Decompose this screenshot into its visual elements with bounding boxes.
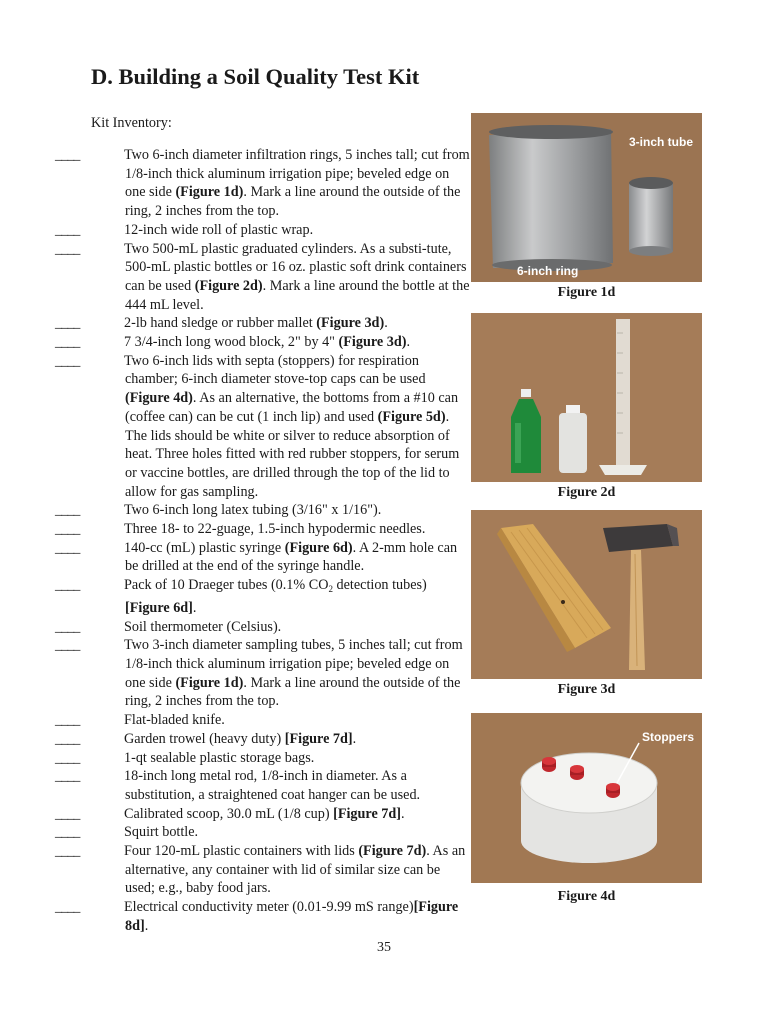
mallet-woodblock-image	[471, 510, 702, 679]
figure-3d-caption: Figure 3d	[557, 682, 616, 697]
inventory-list	[55, 146, 470, 936]
item-text: . The lids should be white or silver to reduce absorption of heat. Three holes fitted with red rubber stoppers, for serum or vaccine bottles, are drilled through the top of the lid to allow for gas sampling.	[125, 408, 460, 500]
figure-4d	[471, 713, 702, 905]
checkbox-blank: ____	[55, 577, 80, 594]
figure-2d	[471, 313, 702, 501]
figure-3d-photo	[471, 510, 702, 679]
checkbox-blank: ____	[55, 749, 80, 766]
item-text: Garden trowel (heavy duty)	[124, 730, 285, 747]
label-3-inch-tube: 3-inch tube	[629, 135, 694, 149]
item-text: .	[401, 805, 405, 822]
item-text: . Mark a line around the outside of the ring, 2 inches from the top.	[125, 674, 461, 710]
figure-1d-caption: Figure 1d	[557, 285, 616, 300]
item-text: . As an alternative, the bottoms from a #10 can (coffee can) can be cut (1 inch lip) and used	[125, 390, 459, 425]
inventory-item	[55, 711, 470, 730]
checkbox-blank: ____	[55, 899, 80, 916]
checkbox-blank: ____	[55, 521, 80, 538]
item-text: 2	[328, 584, 333, 595]
bottles-cylinder-image	[471, 313, 702, 482]
item-text: Two 6-inch diameter infiltration rings, 5 inches tall; cut from 1/8-inch thick aluminum irrigation pipe; beveled edge on one side	[124, 147, 470, 201]
figure-1d-photo	[471, 113, 702, 282]
inventory-item	[55, 749, 470, 768]
checkbox-blank: ____	[55, 352, 80, 369]
inventory-item	[55, 805, 470, 824]
item-text: .	[384, 315, 388, 332]
inventory-item	[55, 333, 470, 352]
checkbox-blank: ____	[55, 334, 80, 351]
item-text: Four 120-mL plastic containers with lids	[124, 843, 359, 860]
checkbox-blank: ____	[55, 824, 80, 841]
inventory-item	[55, 501, 470, 520]
item-text: .	[144, 917, 149, 934]
inventory-item	[55, 898, 470, 935]
figure-2d-photo	[471, 313, 702, 482]
figure-4d-caption: Figure 4d	[557, 889, 616, 904]
checkbox-blank: ____	[55, 618, 80, 635]
checkbox-blank: ____	[55, 637, 80, 654]
figure-2d-caption: Figure 2d	[557, 485, 616, 500]
item-text: Flat-bladed knife.	[124, 712, 225, 729]
checkbox-blank: ____	[55, 768, 80, 785]
inventory-item	[55, 146, 470, 221]
item-text: . As an alternative, any container with lid of similar size can be used; e.g., baby food jars.	[125, 843, 466, 897]
figure-reference: (Figure 4d)	[125, 390, 193, 407]
figure-reference: [Figure 7d]	[333, 805, 402, 822]
inventory-item	[55, 618, 470, 637]
kit-inventory-label: Kit Inventory:	[91, 115, 172, 131]
figure-reference: (Figure 6d)	[284, 539, 353, 556]
checkbox-blank: ____	[55, 315, 80, 332]
figure-reference: (Figure 5d)	[377, 408, 446, 425]
item-text: Squirt bottle.	[124, 824, 199, 841]
item-text: Pack of 10 Draeger tubes (0.1% CO	[124, 577, 329, 594]
figure-reference: (Figure 1d)	[175, 184, 244, 201]
inventory-item	[55, 636, 470, 711]
item-text: . Mark a line around the bottle at the 444 mL level.	[125, 277, 470, 313]
checkbox-blank: ____	[55, 147, 80, 163]
item-text: Calibrated scoop, 30.0 mL (1/8 cup)	[124, 805, 334, 822]
inventory-item	[55, 352, 470, 502]
item-text: detection tubes)	[332, 577, 427, 594]
figure-reference: (Figure 3d)	[338, 334, 407, 351]
item-text: Two 6-inch lids with septa (stoppers) for respiration chamber; 6-inch diameter stove-top caps can be used	[124, 352, 426, 388]
checkbox-blank: ____	[55, 539, 80, 556]
item-text: 2-lb hand sledge or rubber mallet	[124, 315, 317, 332]
checkbox-blank: ____	[55, 805, 80, 822]
item-text: 7 3/4-inch long wood block, 2" by 4"	[124, 334, 339, 351]
item-text: .	[192, 599, 197, 616]
inventory-item	[55, 842, 470, 898]
checkbox-blank: ____	[55, 843, 80, 860]
checkbox-blank: ____	[55, 730, 80, 747]
checkbox-blank: ____	[55, 712, 80, 729]
item-text: 12-inch wide roll of plastic wrap.	[124, 221, 314, 238]
item-text: Soil thermometer (Celsius).	[124, 618, 282, 635]
item-text: Two 500-mL plastic graduated cylinders. As a substi-tute, 500-mL plastic bottles or 16 oz. plastic soft drink containers can be used	[124, 240, 467, 294]
figure-reference: [Figure 6d]	[125, 599, 193, 616]
checkbox-blank: ____	[55, 240, 80, 257]
item-text: .	[406, 334, 410, 351]
item-text: .	[352, 730, 357, 747]
item-text: . A 2-mm hole can be drilled at the end of the syringe handle.	[125, 539, 458, 575]
inventory-item	[55, 539, 470, 576]
item-text: Three 18- to 22-guage, 1.5-inch hypodermic needles.	[124, 521, 426, 538]
item-text: Two 3-inch diameter sampling tubes, 5 inches tall; cut from 1/8-inch thick aluminum irrigation pipe; beveled edge on one side	[124, 637, 463, 691]
item-text: . Mark a line around the outside of the ring, 2 inches from the top.	[125, 184, 461, 220]
item-text: Electrical conductivity meter (0.01-9.99 mS range)	[124, 899, 414, 916]
figure-reference: [Figure 7d]	[284, 730, 353, 747]
page-number: 35	[377, 940, 391, 955]
figure-reference: (Figure 2d)	[194, 277, 263, 294]
item-text: Two 6-inch long latex tubing (3/16" x 1/16").	[124, 502, 382, 519]
checkbox-blank: ____	[55, 502, 80, 519]
figure-reference: (Figure 3d)	[316, 315, 385, 332]
item-text: 1-qt sealable plastic storage bags.	[124, 749, 315, 766]
inventory-item	[55, 767, 470, 804]
inventory-item	[55, 314, 470, 333]
inventory-item	[55, 823, 470, 842]
figure-1d	[471, 113, 702, 301]
inventory-item	[55, 240, 470, 315]
figure-reference: [Figure 8d]	[125, 899, 459, 934]
inventory-item	[55, 576, 470, 617]
item-text: 140-cc (mL) plastic syringe	[124, 539, 285, 556]
figure-reference: (Figure 1d)	[175, 674, 244, 691]
checkbox-blank: ____	[55, 221, 80, 238]
figure-4d-photo	[471, 713, 702, 883]
item-text: 18-inch long metal rod, 1/8-inch in diameter. As a substitution, a straightened coat hanger can be used.	[124, 768, 421, 803]
figure-reference: (Figure 7d)	[358, 843, 427, 860]
inventory-item	[55, 221, 470, 240]
inventory-item	[55, 730, 470, 749]
page-title: D. Building a Soil Quality Test Kit	[91, 64, 420, 89]
figure-3d	[471, 510, 702, 698]
label-stoppers: Stoppers	[642, 730, 695, 744]
inventory-item	[55, 520, 470, 539]
label-6-inch-ring: 6-inch ring	[517, 264, 579, 278]
